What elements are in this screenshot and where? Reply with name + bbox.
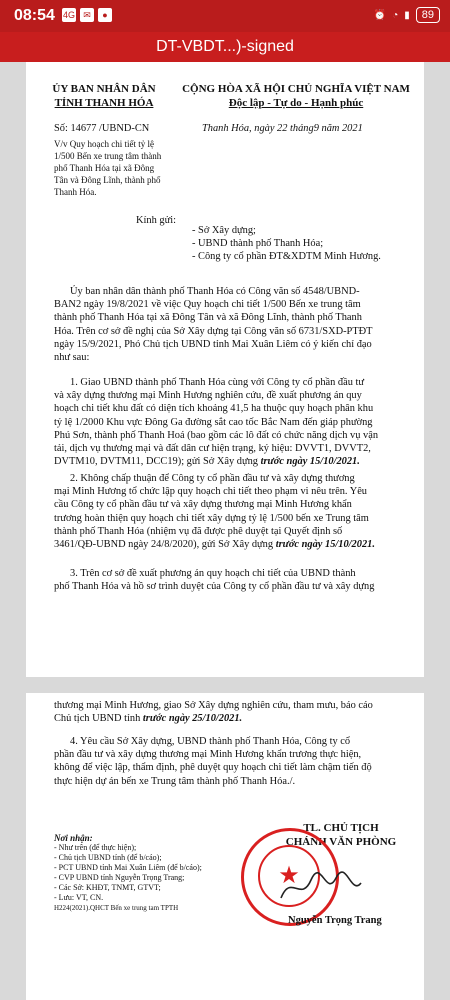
message-icon: ✉ — [80, 8, 94, 22]
text-line: phần đầu tư và xây dựng thương mại Minh Hương khẩn trương thực hiện, — [54, 749, 362, 761]
network-icon: 4G — [62, 10, 75, 20]
footer-item: - PCT UBND tỉnh Mai Xuân Liêm (để b/cáo); — [54, 863, 202, 872]
subject-line: V/v Quy hoạch chi tiết tỷ lệ — [54, 139, 154, 149]
paragraph-1 — [54, 376, 416, 468]
text-line — [54, 455, 416, 468]
text-span: DVTM10, DVTM11, DCC19); gửi Sở Xây dựng — [54, 456, 261, 468]
footer-item: - CVP UBND tỉnh Nguyễn Trọng Trang; — [54, 873, 185, 882]
text-line: hoạch chi tiết khu đất có diện tích khoảng 41,5 ha thuộc quy hoạch phân khu — [54, 403, 374, 415]
motto-line: Độc lập - Tự do - Hạnh phúc — [228, 97, 364, 109]
text-line: tỷ lệ 1/2000 Khu vực Đông Ga đường sắt cao tốc Bắc Nam đến giáp phường — [54, 416, 373, 428]
footer-item: - Các Sở: KHĐT, TNMT, GTVT; — [54, 883, 161, 892]
doc-number: Số: 14677 /UBND-CN — [54, 123, 150, 134]
text-line: không để việc lập, thẩm định, phê duyệt quy hoạch chi tiết làm chậm tiến độ — [54, 762, 372, 774]
recipients-list — [192, 224, 422, 264]
text-line: BAN2 ngày 19/8/2021 về việc Quy hoạch chi tiết 1/500 Bến xe trung tâm — [54, 299, 361, 311]
recipient-item: - Công ty cổ phần ĐT&XDTM Minh Hương. — [192, 251, 381, 263]
document-page-2 — [26, 693, 424, 1000]
deadline: trước ngày 15/10/2021. — [275, 539, 375, 551]
deadline: trước ngày 15/10/2021. — [260, 456, 360, 468]
battery-icon: 89 — [416, 7, 440, 23]
recipient-item: - UBND thành phố Thanh Hóa; — [192, 238, 324, 250]
signature-scribble — [276, 868, 366, 908]
status-bar — [0, 0, 450, 32]
org-line2: TỈNH THANH HÓA — [54, 97, 154, 109]
text-line: thực hiện dự án bến xe Trung tâm thành phố Thanh Hóa./. — [54, 775, 296, 787]
signer-name: Nguyễn Trọng Trang — [288, 915, 382, 926]
footer-label: Nơi nhận: — [54, 833, 93, 843]
paragraph-3-continued — [54, 699, 416, 725]
text-line: 3. Trên cơ sở đề xuất phương án quy hoạch chi tiết của UBND thành — [70, 568, 356, 579]
text-line: Ủy ban nhân dân thành phố Thanh Hóa có Công văn số 4548/UBND- — [70, 286, 360, 297]
issuing-org — [44, 82, 164, 110]
document-page-1 — [26, 62, 424, 677]
text-line: trương hoàn thiện quy hoạch chi tiết xây dựng tỷ lệ 1/500 bến xe Trung tâm — [54, 512, 369, 524]
subject-line: phố Thanh Hóa tại xã Đông — [54, 163, 155, 173]
text-line: thành phố Thanh Hóa (nhiệm vụ đã được phê duyệt tại Quyết định số — [54, 525, 343, 537]
text-line — [54, 538, 416, 551]
text-line: ngày 15/9/2021, Phó Chủ tịch UBND tỉnh Mai Xuân Liêm có ý kiến chỉ đạo — [54, 338, 372, 350]
sign-title1: TL. CHỦ TỊCH — [303, 822, 379, 834]
text-line: mại Minh Hương tổ chức lập quy hoạch chi tiết theo phạm vi nêu trên. Yêu — [54, 486, 368, 498]
doc-date: Thanh Hóa, ngày 22 tháng9 năm 2021 — [202, 123, 363, 134]
subject-line: Thanh Hóa. — [54, 187, 97, 197]
paragraph-4 — [54, 735, 416, 788]
text-span: 3461/QĐ-UBND ngày 24/8/2020), gửi Sở Xây dựng — [54, 539, 276, 551]
footer-item: - Như trên (để thực hiện); — [54, 843, 137, 852]
text-line: Hóa. Trên cơ sở đề nghị của Sở Xây dựng tại Công văn số 6731/SXD-PTĐT — [54, 325, 373, 337]
system-icons — [374, 7, 440, 23]
text-line: như sau: — [54, 352, 90, 364]
wifi-icon: ◔ — [392, 9, 399, 21]
text-span: Chủ tịch UBND tỉnh — [54, 713, 143, 725]
text-line: thành phố Thanh Hóa tại xã Đông Tân và xã Đông Lĩnh, thành phố Thanh — [54, 312, 362, 324]
text-line: tải, dịch vụ thương mại và đất dân cư hiện trạng, ký hiệu: DVVT1, DVVT2, — [54, 443, 371, 455]
footer-item: - Lưu: VT, CN. — [54, 893, 104, 902]
republic-line: CỘNG HÒA XÃ HỘI CHỦ NGHĨA VIỆT NAM — [182, 83, 410, 95]
text-line: 1. Giao UBND thành phố Thanh Hóa cùng với Công ty cổ phần đầu tư — [70, 377, 365, 388]
text-line: cầu Công ty cổ phần đầu tư và xây dựng thương mại Minh Hương khẩn — [54, 499, 352, 511]
subject-line: 1/500 Bến xe trung tâm thành — [54, 151, 162, 161]
text-line: 4. Yêu cầu Sở Xây dựng, UBND thành phố Thanh Hóa, Công ty cổ — [70, 736, 351, 747]
alarm-icon: ⏰ — [373, 9, 387, 21]
footer-item: H224(2021).QHCT Bến xe trung tam TPTH — [54, 904, 179, 912]
subject-line: Tân và Đông Lĩnh, thành phố — [54, 175, 161, 185]
subject — [54, 138, 194, 198]
app-icon: ● — [98, 8, 112, 22]
paragraph-2 — [54, 472, 416, 551]
text-line — [54, 712, 416, 725]
signal-icon: ▮ — [404, 9, 410, 21]
national-motto — [176, 82, 416, 110]
text-line: 2. Không chấp thuận để Công ty cổ phần đầu tư và xây dựng thương — [70, 473, 355, 484]
deadline: trước ngày 25/10/2021. — [142, 713, 243, 725]
recipients-footer — [54, 833, 244, 913]
paragraph-3 — [54, 567, 416, 593]
text-line: phố Thanh Hóa và hồ sơ trình duyệt của Công ty cổ phần đầu tư và xây dựng — [54, 581, 375, 593]
document-title[interactable]: DT-VBDT...)-signed — [0, 32, 450, 62]
recipient-item: - Sở Xây dựng; — [192, 225, 256, 236]
text-line: thương mại Minh Hương, giao Sở Xây dựng nghiên cứu, tham mưu, báo cáo — [54, 700, 373, 711]
clock: 08:54 — [14, 7, 55, 24]
text-line: và xây dựng thương mại Minh Hương nghiên cứu, đề xuất phương án quy — [54, 390, 362, 402]
recipients-label: Kính gửi: — [136, 215, 176, 226]
notification-icons — [62, 8, 112, 22]
intro-paragraph — [54, 285, 416, 364]
org-line1: ỦY BAN NHÂN DÂN — [52, 83, 156, 95]
footer-item: - Chủ tịch UBND tỉnh (để b/cáo); — [54, 853, 162, 862]
sign-title2: CHÁNH VĂN PHÒNG — [285, 836, 397, 848]
text-line: Phú Sơn, thành phố Thanh Hoá (bao gồm các lô đất có chức năng dịch vụ vận — [54, 429, 379, 441]
star-icon: ★ — [278, 863, 300, 889]
